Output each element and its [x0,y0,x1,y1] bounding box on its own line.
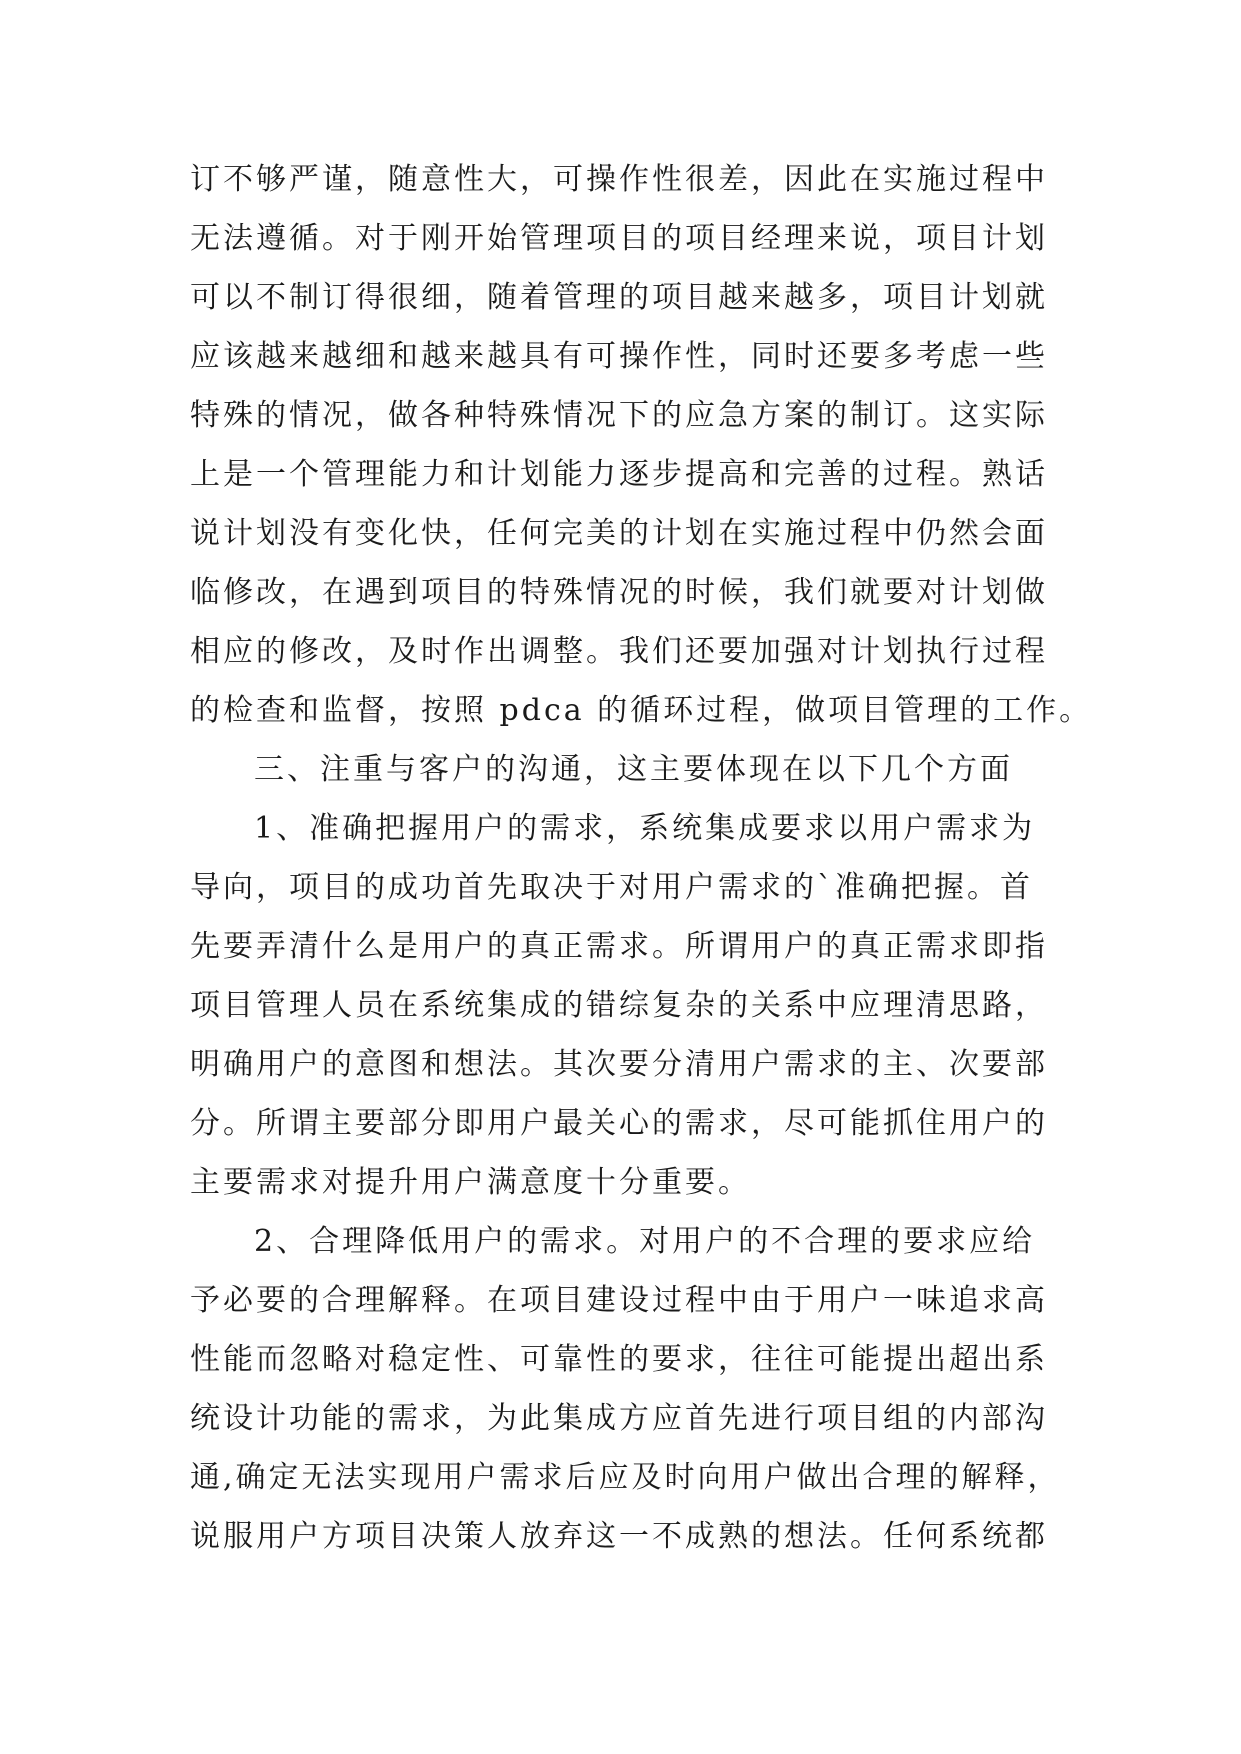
text-line: 可以不制订得很细，随着管理的项目越来越多，项目计划就 [190,280,1048,315]
text-line: 予必要的合理解释。在项目建设过程中由于用户一味追求高 [190,1283,1048,1318]
paragraph-start: 2、合理降低用户的需求。对用户的不合理的要求应给 [254,1224,1036,1259]
text-line: 先要弄清什么是用户的真正需求。所谓用户的真正需求即指 [190,929,1048,964]
text-line: 明确用户的意图和想法。其次要分清用户需求的主、次要部 [190,1047,1048,1082]
paragraph-start: 1、准确把握用户的需求，系统集成要求以用户需求为 [254,811,1036,846]
text-line: 说服用户方项目决策人放弃这一不成熟的想法。任何系统都 [190,1519,1048,1554]
text-line: 的检查和监督，按照 pdca 的循环过程，做项目管理的工作。 [190,693,1093,728]
text-line: 订不够严谨，随意性大，可操作性很差，因此在实施过程中 [190,162,1048,197]
text-line: 导向，项目的成功首先取决于对用户需求的`准确把握。首 [190,870,1033,905]
text-line: 特殊的情况，做各种特殊情况下的应急方案的制订。这实际 [190,398,1048,433]
text-line: 应该越来越细和越来越具有可操作性，同时还要多考虑一些 [190,339,1048,374]
text-line: 无法遵循。对于刚开始管理项目的项目经理来说，项目计划 [190,221,1048,256]
text-line: 主要需求对提升用户满意度十分重要。 [190,1165,751,1200]
text-line: 性能而忽略对稳定性、可靠性的要求，往往可能提出超出系 [190,1342,1048,1377]
section-heading: 三、注重与客户的沟通，这主要体现在以下几个方面 [254,752,1013,787]
text-line: 上是一个管理能力和计划能力逐步提高和完善的过程。熟话 [190,457,1048,492]
body-text [190,150,1093,1566]
text-line: 分。所谓主要部分即用户最关心的需求，尽可能抓住用户的 [190,1106,1048,1141]
text-line: 临修改，在遇到项目的特殊情况的时候，我们就要对计划做 [190,575,1048,610]
text-line: 项目管理人员在系统集成的错综复杂的关系中应理清思路， [190,988,1048,1023]
text-line: 相应的修改，及时作出调整。我们还要加强对计划执行过程 [190,634,1048,669]
text-line: 通,确定无法实现用户需求后应及时向用户做出合理的解释， [190,1460,1061,1495]
text-line: 说计划没有变化快，任何完美的计划在实施过程中仍然会面 [190,516,1048,551]
text-line: 统设计功能的需求，为此集成方应首先进行项目组的内部沟 [190,1401,1048,1436]
